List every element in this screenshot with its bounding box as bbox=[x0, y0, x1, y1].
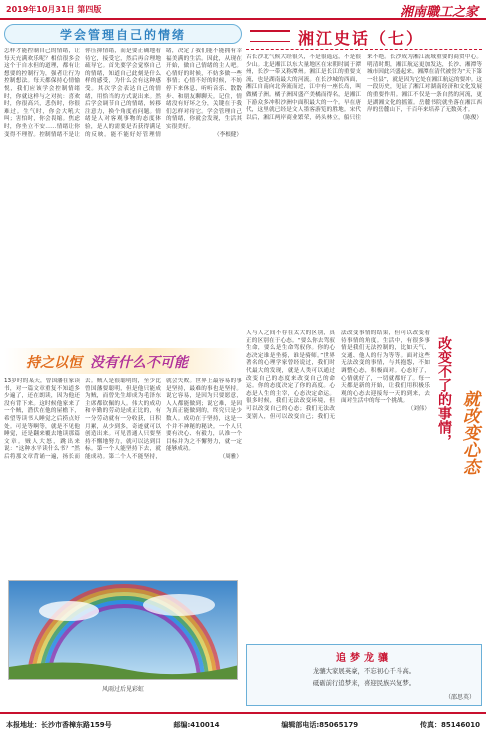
article-xiangjiang-title: 湘江史话（七） bbox=[298, 29, 425, 48]
article-perseverance-title-lead: 持之以恒 bbox=[26, 355, 82, 371]
article-emotions-title-box bbox=[4, 24, 242, 44]
article-emotions-author: （李根健） bbox=[214, 131, 242, 138]
article-mindset-author: （刘伟） bbox=[407, 405, 430, 412]
article-xiangjiang-body: 古长沙北气候大经很久，不是很遥远，不是很少山。北是湘江以东大量地区在宋朝时属于潭州，长沙一带又称潭州。湘江是长江的重要支流，也是湖南最大的河流。在长沙城的西面，湘江自南向北奔流而过，江中有一座长岛，叫做橘子洲。橘子洲因盛产美橘而得名，是湘江下游众多冲积沙洲中面积最大的一个。早在唐代，这里就已经是文人墨客游览的胜地。宋代以后，湘江两岸商业繁荣，码头林立，船只往来不绝。长沙成为湘江流域重要的商贸中心。明清时期，湘江航运更加发达，长沙、湘潭等城市因此兴盛起来。湘潭在清代被誉为“天下第一壮县”，就是因为它处在湘江航运的要冲。这一段历史，见证了湘江对湖南经济和文化发展的重要作用。湘江不仅是一条自然的河流，更是湖湘文化的摇篮。岳麓书院就坐落在湘江西岸的岳麓山下，千百年来培养了无数英才。 （陈俊） bbox=[246, 54, 482, 121]
poem-title: 追梦龙骧 bbox=[336, 653, 392, 664]
article-mindset-title-a: 改变不了的事情， bbox=[436, 336, 452, 448]
article-mindset-body: 人与人之间不存在太大的区别，真正的区别在于心态。“要么你去驾驭生命，要么是生命驾驭你。你的心态决定谁是坐骑，谁是骑师。”世界著名的心理学家曾经说过，我们时代最大的发现，就是人类可以通过改变自己的态度来改变自己的命运。你的态度决定了你的高度。心态是人生的主宰，心态决定命运。很多时候，我们无法改变环境，但可以改变自己的心态；我们无法改变别人，但可以改变自己；我们无法改变事情的结果，但可以改变看待事情的角度。生活中，有很多事情是我们无法控制的，比如天气、交通、他人的行为等等。面对这些无法改变的事情，与其抱怨，不如调整心态，积极面对。心态好了，心情就好了，一切就都好了。每一天都是新的开始，让我们用积极乐观的心态去迎接每一天的到来，去面对生活中的每一个挑战。 （刘伟） bbox=[246, 330, 430, 420]
left-column bbox=[4, 24, 242, 708]
footer-phone: 编辑部电话:85065179 bbox=[281, 721, 359, 729]
article-mindset bbox=[246, 330, 482, 636]
article-perseverance-title bbox=[4, 348, 242, 374]
article-emotions-title: 学会管理自己的情绪 bbox=[59, 27, 186, 42]
poem-box bbox=[246, 644, 482, 706]
article-perseverance-title-main: 没有什么不可能 bbox=[90, 355, 188, 371]
poem-line-1: 龙骧大家展英豪，不忘初心千斗高。 bbox=[312, 667, 416, 675]
article-xiangjiang-header bbox=[246, 24, 482, 50]
footer-postcode: 邮编:410014 bbox=[173, 721, 220, 729]
article-emotions bbox=[4, 24, 242, 344]
page-footer bbox=[0, 712, 486, 736]
poem-line-2: 砥砺前行追梦来，喜迎民族兴复梦。 bbox=[312, 679, 416, 687]
title-ornament bbox=[250, 30, 290, 42]
footer-fax: 传真：85146010 bbox=[420, 721, 480, 729]
issue-date: 2019年10月31日 第四版 bbox=[6, 5, 102, 14]
article-mindset-title bbox=[434, 336, 482, 630]
article-xiangjiang-author: （陈俊） bbox=[459, 114, 482, 121]
right-column bbox=[246, 24, 482, 708]
rainbow-photo-caption: 风雨过后见彩虹 bbox=[101, 686, 144, 693]
poem-author: （邵思英） bbox=[444, 694, 475, 701]
article-emotions-body: 怎样才能控制自己的情绪，让每天充满欢乐呢？相信很多会这个于自水但的道理，都有让想要的控制行为，强者让行为控制想法。每天都保持心情愉悦，我们应该学会控制情绪时，你就这样与之对抗：喜欢时，你很高兴，悲伤时，你很难过。生气时，你会大吼大叫；害怕时，你会畏缩。焦虑时，你坐立不安……情绪让你变得不理智。控制情绪不是让你压抑情绪，而是要正确地看待它，接受它，然后再合理地疏导它。首先要学会觉察自己的情绪，知道自己此刻是什么样的感受，为什么会有这种感受。其次学会表达自己的情绪，用恰当的方式说出来。然后学会调节自己的情绪，转移注意力，换个角度看问题。情绪是人对客观事物的态度体验，是人的需要是否获得满足的反映。能不能好好管理情绪，决定了我们能不能拥有幸福美满的生活。因此，从现在开始，做自己情绪的主人吧。心情好的时候，不妨多做一些事情；心情不好的时候，不妨停下来休息，听听音乐、散散步、和朋友聊聊天。记住，情绪没有好坏之分，关键在于我们怎样对待它。学会管理自己的情绪，你就会发现，生活其实很美好。 （李根健） bbox=[4, 48, 242, 138]
page-header bbox=[0, 0, 486, 20]
article-perseverance-author: （周雅） bbox=[219, 453, 242, 460]
article-perseverance-body: 13岁时的某天，曾国藩在家读书，对一篇文章重复不知道多少遍了，还在朗读，因为他还没有背下来。这时候他家来了一个贼，潜伏在他的屋檐下，希望等读书人睡觉之后捞点好处。可是等啊等，就是不见他睡觉，还是翻来覆去地读那篇文章。贼人大怒，跳出来说：“这种水平读什么书？”然后将那文章背诵一遍，扬长而去。贼人是很聪明的，至少比曾国藩要聪明，但是他只能成为贼，而曾先生却成为毛泽东主席都钦佩的人。伟大的成功和辛勤的劳动是成正比的，有一分劳动就有一分收获，日积月累，从少到多，奇迹就可以创造出来。可见普通人只要坚持不懈地努力，就可以达到目标。第一个人能坚持下去，就能成功。第二个人不能坚持，就会失败。世界上最容易的事是坚持，最难的事也是坚持。说它容易，是因为只要愿意，人人都能做到；说它难，是因为真正能做到的，终究只是少数人。成功在于坚持，这是一个并不神秘的秘诀。一个人只要有决心、有毅力，认准一个目标并为之不懈努力，就一定能够成功。 （周雅） bbox=[4, 378, 242, 460]
footer-address: 本报地址：长沙市香樟东路159号 bbox=[6, 721, 112, 729]
article-mindset-title-b: 就改变心态 bbox=[459, 390, 479, 475]
masthead: 湘南職工之家 bbox=[399, 5, 478, 20]
rainbow-photo bbox=[8, 580, 238, 680]
